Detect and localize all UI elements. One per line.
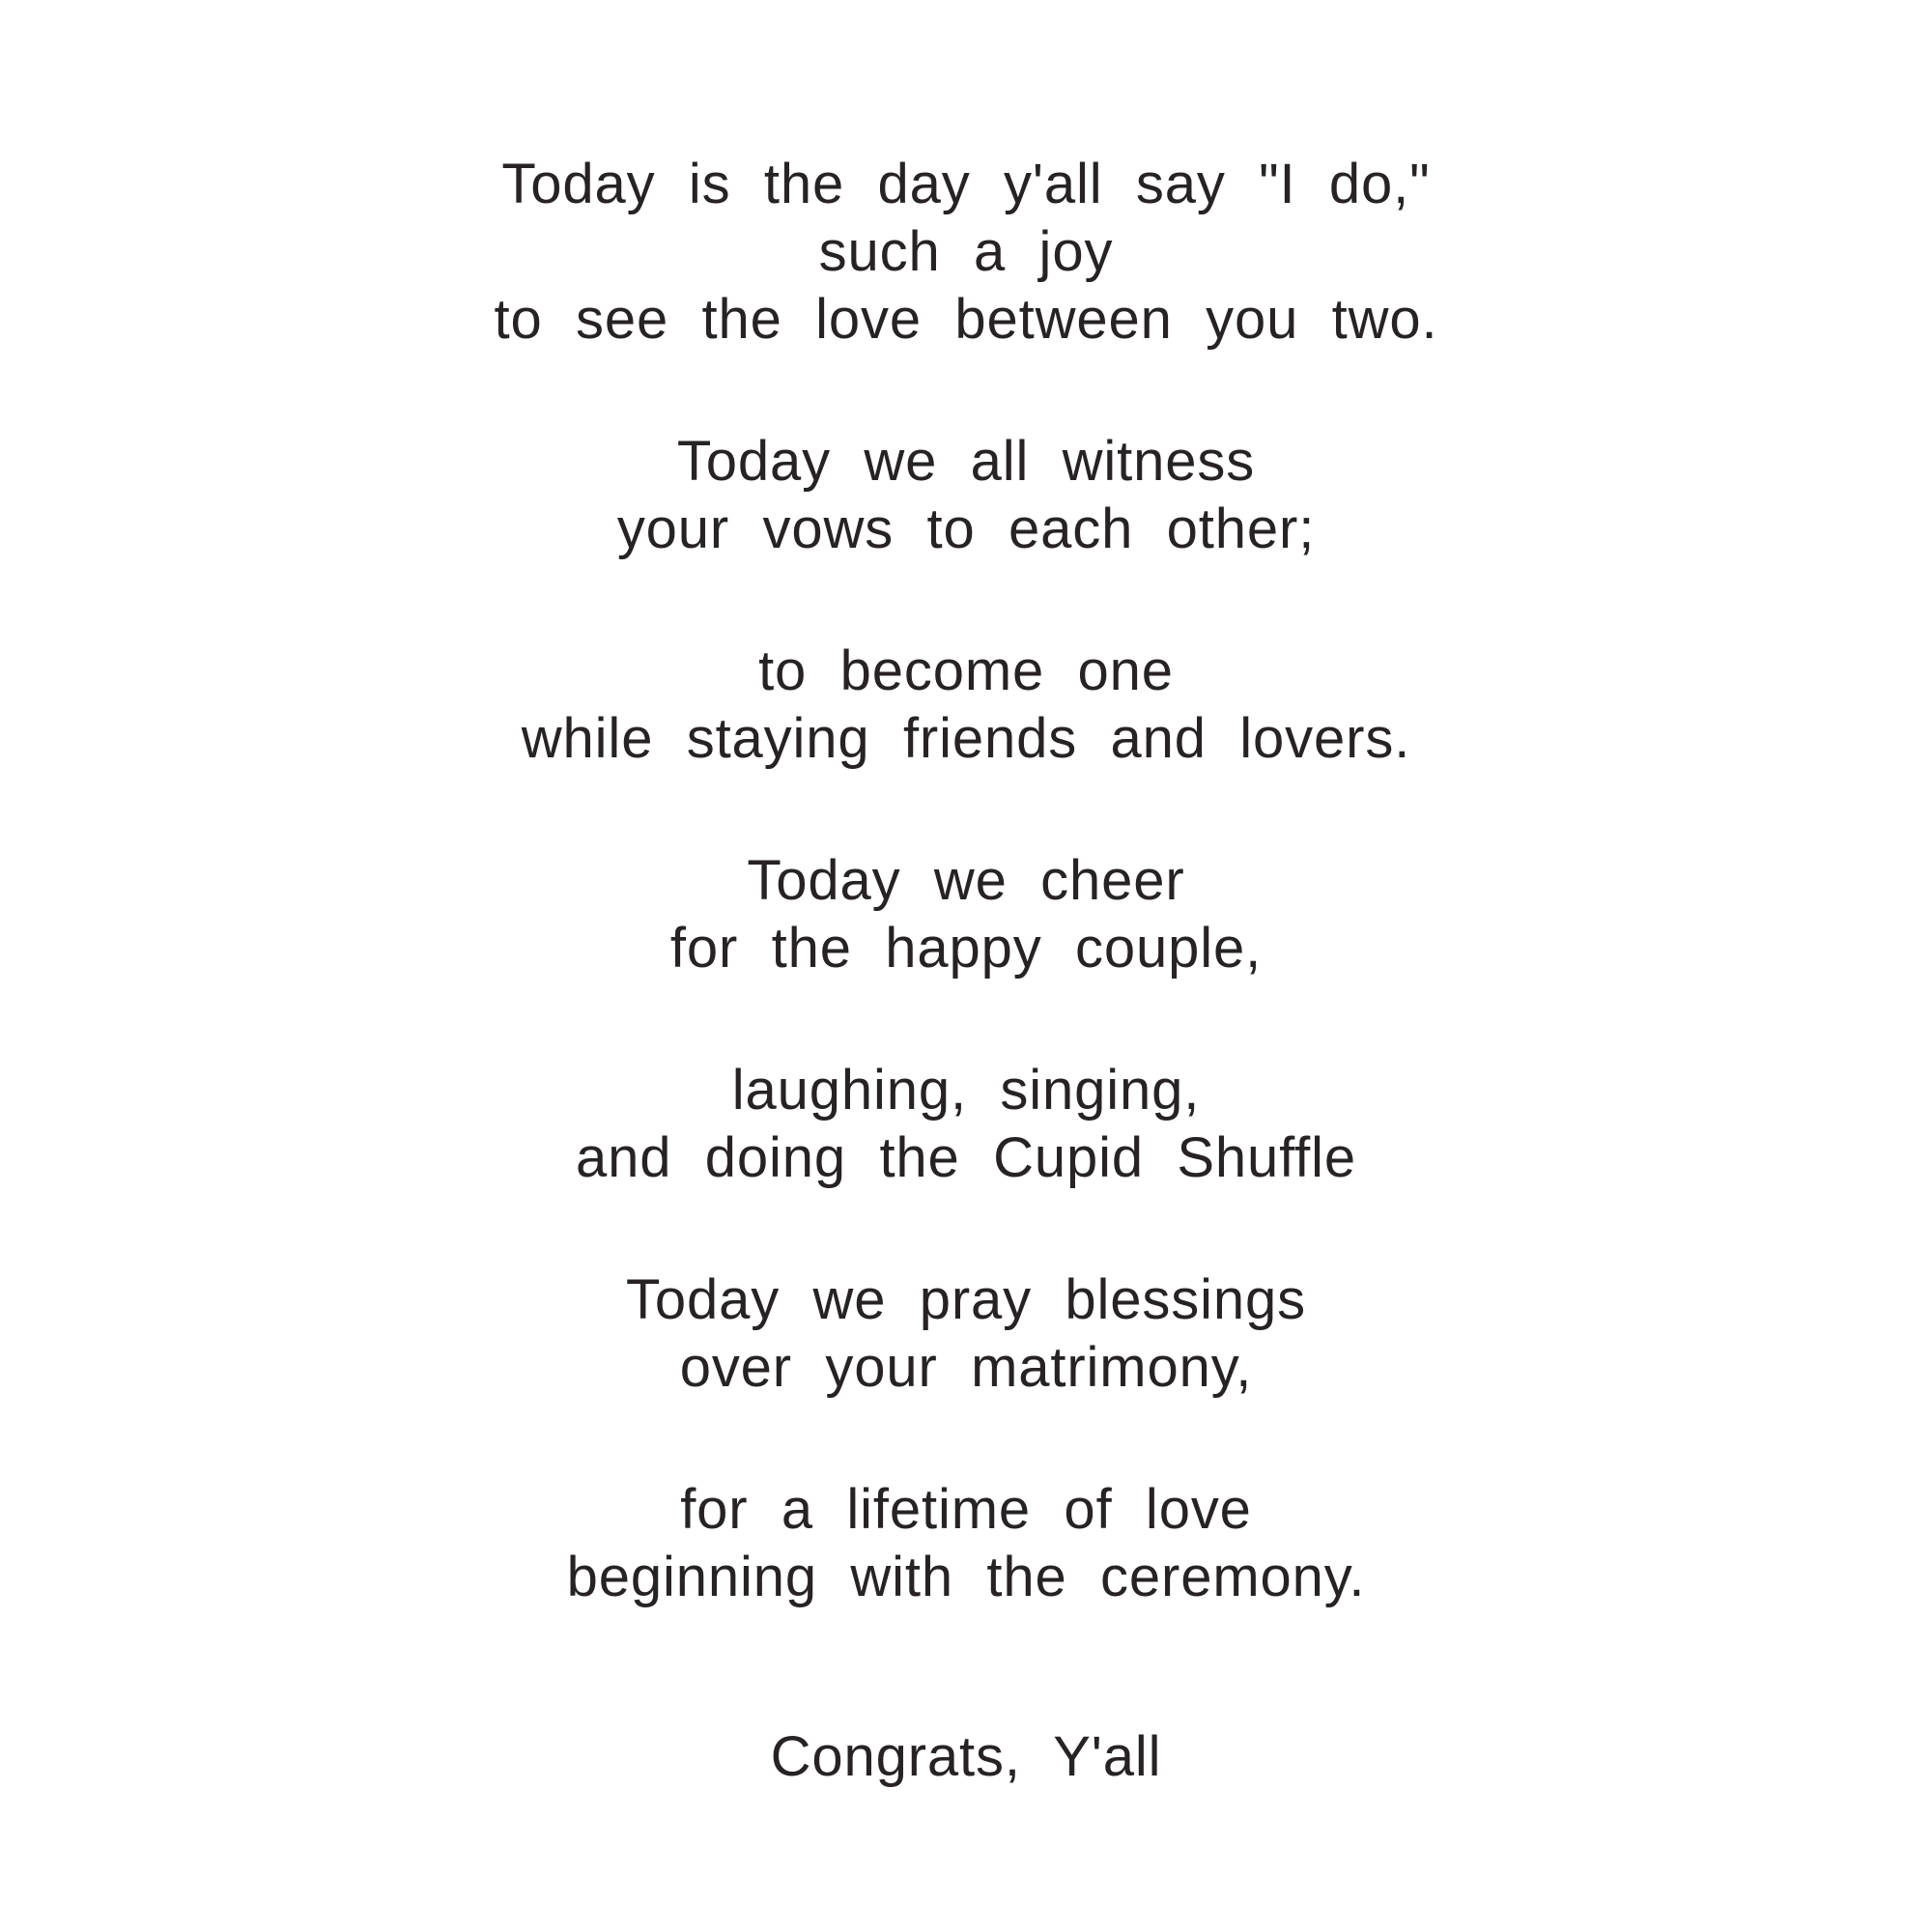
poem-line: to become one	[758, 639, 1174, 702]
poem-line: beginning with the ceremony.	[566, 1546, 1366, 1608]
poem-stanza-5	[0, 1057, 1932, 1192]
poem-line: such a joy	[818, 220, 1114, 283]
poem-line: your vows to each other;	[616, 497, 1316, 560]
poem-line: and doing the Cupid Shuffle	[576, 1126, 1356, 1189]
poem-line: for the happy couple,	[669, 917, 1263, 980]
poem-closing-line: Congrats, Y'all	[770, 1725, 1162, 1788]
poem-stanza-6	[0, 1266, 1932, 1402]
poem-stanza-1	[0, 151, 1932, 354]
poem-stanza-3	[0, 638, 1932, 773]
poem-line: to see the love between you two.	[494, 288, 1438, 351]
poem-line: while staying friends and lovers.	[521, 707, 1411, 770]
poem-line: Today is the day y'all say "I do,"	[501, 153, 1431, 215]
poem-line: Today we all witness	[676, 430, 1256, 493]
poem-stanza-7	[0, 1476, 1932, 1611]
poem-line: Today we pray blessings	[625, 1268, 1307, 1331]
poem-line: over your matrimony,	[679, 1336, 1253, 1399]
poem-stanza-2	[0, 428, 1932, 563]
poem-line: for a lifetime of love	[680, 1478, 1252, 1541]
poem-card	[0, 151, 1932, 1791]
poem-stanza-4	[0, 847, 1932, 982]
poem-line: Today we cheer	[747, 849, 1185, 912]
poem-line: laughing, singing,	[731, 1059, 1201, 1122]
